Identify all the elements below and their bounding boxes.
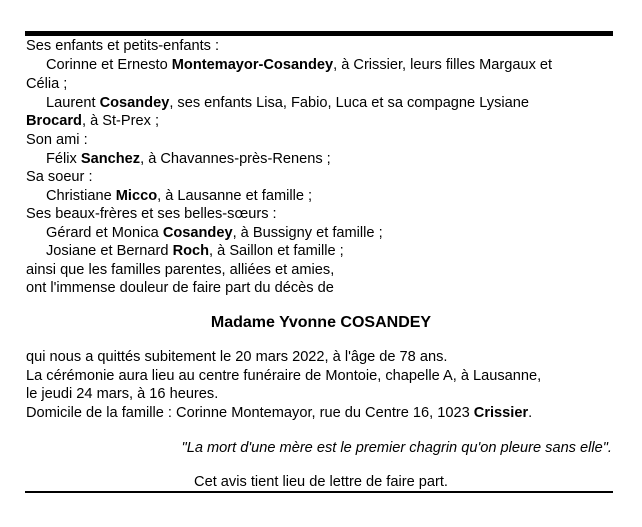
family-line-1: Corinne et Ernesto Montemayor-Cosandey, à Crissier, leurs filles Margaux et bbox=[46, 57, 553, 73]
details-line-1: qui nous a quittés subitement le 20 mars 2022, à l'âge de 78 ans. bbox=[26, 349, 448, 365]
families-line: ainsi que les familles parentes, alliées et amies, bbox=[26, 262, 335, 278]
announcement-line: ont l'immense douleur de faire part du décès de bbox=[26, 280, 334, 296]
intro-line: Ses enfants et petits-enfants : bbox=[26, 38, 220, 54]
sister-heading: Sa soeur : bbox=[26, 169, 93, 185]
bottom-rule bbox=[25, 491, 613, 493]
deceased-name: Madame Yvonne COSANDEY bbox=[210, 314, 432, 331]
details-line-2: La cérémonie aura lieu au centre funéraire de Montoie, chapelle A, à Lausanne, bbox=[26, 368, 542, 384]
family-line-2: Célia ; bbox=[26, 76, 68, 92]
in-laws-heading: Ses beaux-frères et ses belles-sœurs : bbox=[26, 206, 277, 222]
family-line-4: Brocard, à St-Prex ; bbox=[26, 113, 160, 129]
family-address: Domicile de la famille : Corinne Montemayor, rue du Centre 16, 1023 Crissier. bbox=[26, 405, 533, 421]
in-laws-line-2: Josiane et Bernard Roch, à Saillon et famille ; bbox=[46, 243, 344, 259]
details-line-3: le jeudi 24 mars, à 16 heures. bbox=[26, 386, 219, 402]
friend-line: Félix Sanchez, à Chavannes-près-Renens ; bbox=[46, 151, 331, 167]
memorial-quote: "La mort d'une mère est le premier chagrin qu'on pleure sans elle". bbox=[181, 440, 612, 456]
closing-line: Cet avis tient lieu de lettre de faire part. bbox=[194, 474, 448, 490]
friend-heading: Son ami : bbox=[26, 132, 88, 148]
family-line-3: Laurent Cosandey, ses enfants Lisa, Fabio, Luca et sa compagne Lysiane bbox=[46, 95, 529, 111]
in-laws-line-1: Gérard et Monica Cosandey, à Bussigny et famille ; bbox=[46, 225, 383, 241]
sister-line: Christiane Micco, à Lausanne et famille ; bbox=[46, 188, 313, 204]
top-rule bbox=[25, 31, 613, 36]
